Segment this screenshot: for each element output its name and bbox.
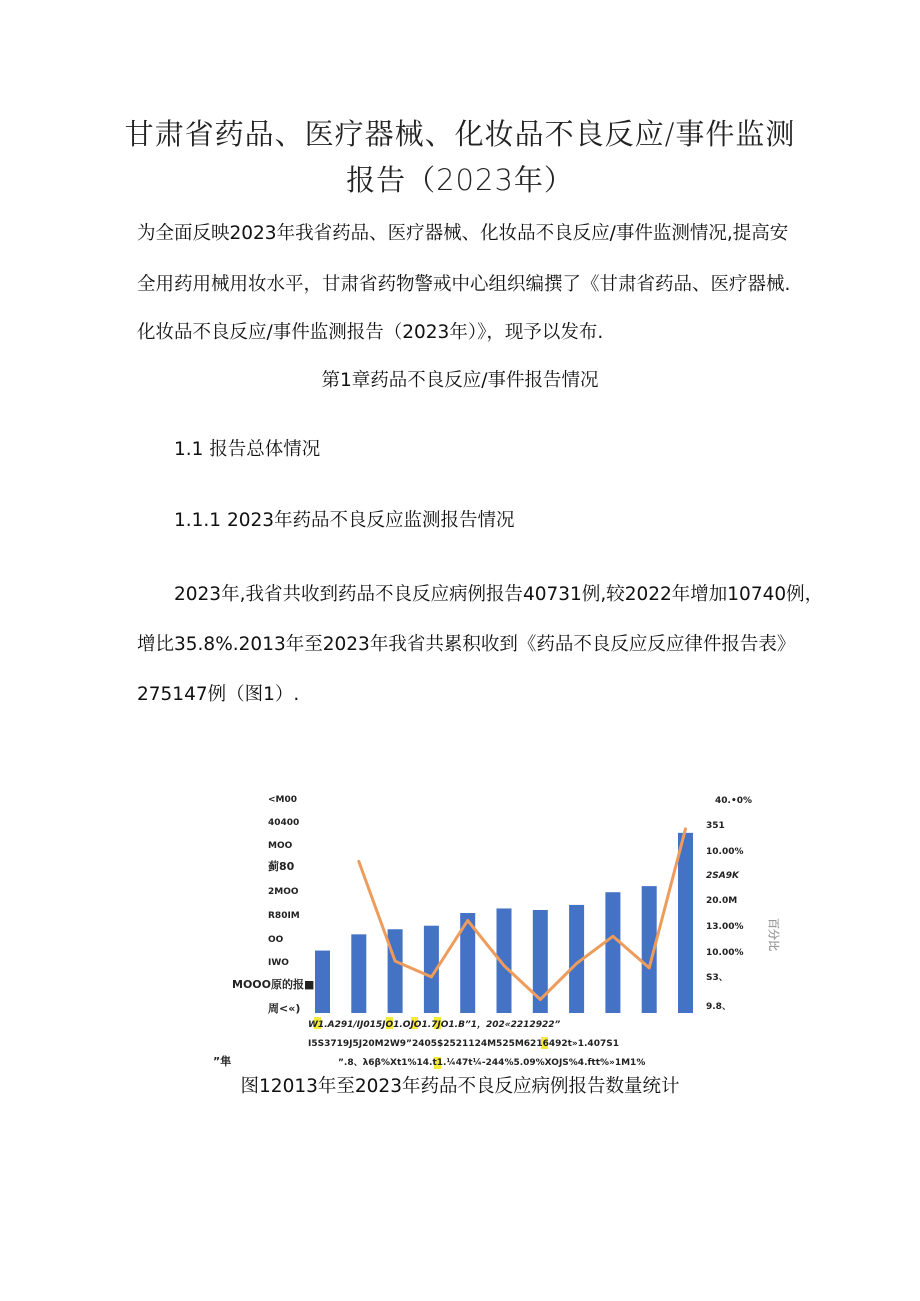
bar-2023 (678, 833, 693, 1013)
table-row-1: W1.A291/IJ015JO1.OJO1.7JO1.B”1，202«2212922” (308, 1020, 561, 1030)
chapter-heading: 第1章药品不良反应/事件报告情况 (321, 370, 599, 391)
body-line-3: 275147例（图1）. (137, 684, 300, 705)
right-side-label: 百分比 (767, 918, 780, 951)
section-heading-1-1: 1.1 报告总体情况 (174, 439, 321, 460)
adr-report-chart (0, 780, 920, 1070)
intro-line-3: 化妆品不良反应/事件监测报告（2023年）》，现予以发布. (137, 322, 604, 343)
growth-rate-line (359, 829, 686, 1000)
left-axis-label: <M00 (268, 795, 298, 805)
left-axis-label: IWO (268, 958, 289, 968)
right-axis-label: 10.00% (706, 847, 744, 857)
body-line-1: 2023年,我省共收到药品不良反应病例报告40731例,较2022年增加10740例， (174, 584, 824, 605)
bar-2015 (388, 929, 403, 1013)
left-axis-label: 蓟80 (268, 860, 295, 873)
table-row-2: I5S3719J5J20M2W9”2405$2521124M525M6216492t»1.407S1 (308, 1039, 619, 1049)
right-axis-label: 10.00% (706, 948, 744, 958)
left-axis-label: 40400 (268, 818, 300, 828)
right-axis-label: 2SA9K (706, 871, 739, 881)
left-axis-label: OO (268, 935, 284, 945)
intro-line-2: 全用药用械用妆水平，甘肃省药物警戒中心组织编撰了《甘肃省药品、医疗器械. (137, 274, 791, 295)
right-axis-label: 40.•0% (715, 796, 752, 806)
report-title-line1: 甘肃省药品、医疗器械、化妆品不良反应/事件监测 (124, 117, 796, 151)
left-axis-label: 2MOO (268, 887, 299, 897)
left-axis-label: MOO (268, 841, 293, 851)
table-row-3: ”.8、λ6β%Xt1%14.t1.¼47t¼-244%5.09%XOJS%4.ftt%»1M1% (338, 1058, 646, 1068)
left-axis-label: R80IM (268, 911, 300, 921)
left-axis-label: MOOO原的报■ (232, 978, 315, 991)
right-axis-label: S3、 (706, 973, 728, 983)
table-row-label: ”隼 (213, 1055, 232, 1068)
section-heading-1-1-1: 1.1.1 2023年药品不良反应监测报告情况 (174, 510, 515, 531)
bar-2014 (351, 934, 366, 1013)
report-title-line2: 报告（2023年） (346, 163, 574, 197)
left-axis-label: 周<«) (268, 1002, 301, 1015)
intro-line-1: 为全面反映2023年我省药品、医疗器械、化妆品不良反应/事件监测情况,提高安 (137, 223, 789, 244)
bar-2013 (315, 951, 330, 1013)
right-axis-label: 13.00% (706, 922, 744, 932)
right-axis-label: 20.0M (706, 896, 738, 906)
body-line-2: 增比35.8%.2013年至2023年我省共累积收到《药品不良反应反应律件报告表》 (137, 634, 796, 655)
figure-caption: 图12013年至2023年药品不良反应病例报告数量统计 (240, 1076, 680, 1097)
bar-2021 (605, 892, 620, 1013)
right-axis-label: 9.8、 (706, 1002, 731, 1012)
right-axis-label: 351 (706, 821, 725, 831)
